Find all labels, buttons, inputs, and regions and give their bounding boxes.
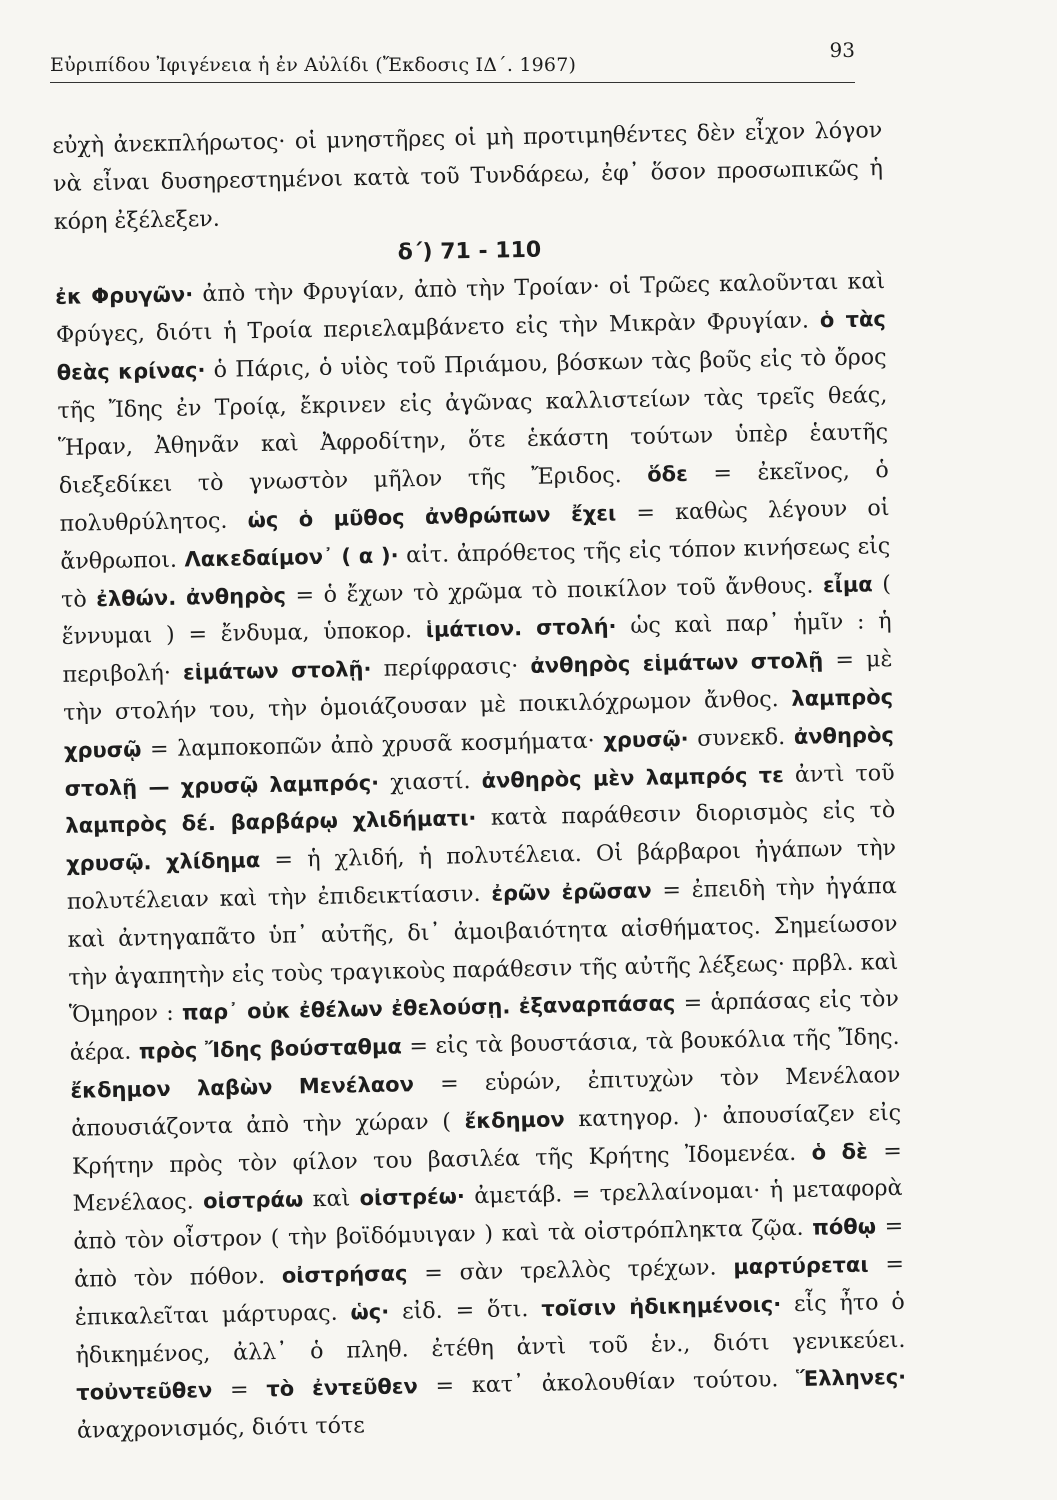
lemma-term: χρυσῷ. χλίδημα (65, 848, 261, 877)
lemma-gloss: περίφρασις· (371, 653, 531, 683)
lemma-term: ὡς ὁ μῦθος ἀνθρώπων ἔχει (247, 501, 617, 533)
lemma-gloss: = λαμποκοπῶν ἀπὸ χρυσᾶ κοσμήματα· (141, 727, 604, 763)
lemma-term: οἰστράω (202, 1187, 304, 1214)
lemma-gloss: ἀπὸ τὴν Φρυγίαν, ἀπὸ τὴν Τροίαν· οἱ Τρῶες καλοῦνται καὶ Φρύγες, διότι ἡ Τροία περιελαμβάνετο εἰς τὴν Μικρὰν Φρυγίαν. (55, 268, 886, 348)
lemma-gloss: = ἐπικαλεῖται μάρτυρας. (74, 1250, 905, 1331)
lemma-gloss: κατηγορ. )· ἀπουσίαζεν εἰς Κρήτην πρὸς τὸν φίλον του βασιλέα τῆς Κρήτης Ἰδομενέα. (71, 1099, 902, 1180)
lemma-term: λαμπρὸς χρυσῷ (63, 684, 894, 763)
lemma-term: ἀνθηρὸς στολῇ — χρυσῷ λαμπρός· (64, 722, 895, 801)
lemma-term: ὁ δὲ (811, 1139, 869, 1165)
lemma-term: ἐλθών. ἀνθηρὸς (96, 583, 287, 611)
lemma-term: ἐκ Φρυγῶν· (55, 282, 194, 310)
lemma-term: λαμπρὸς δέ. βαρβάρῳ χλιδήματι· (65, 806, 477, 839)
lemma-gloss: = ἀπὸ τὸν πόθον. (73, 1212, 904, 1293)
lemma-term: μαρτύρεται (733, 1252, 869, 1280)
lemma-term: ὅδε (647, 462, 689, 487)
lemma-term: πρὸς Ἴδης βούσταθμα (138, 1034, 403, 1064)
lemma-term: χρυσῷ· (603, 726, 689, 753)
lemma-term: Λακεδαίμον᾽ ( α )· (184, 543, 399, 572)
lemma-term: ἐρῶν ἐρῶσαν (491, 878, 652, 906)
lemma-term: ὡς· (350, 1299, 390, 1325)
lemma-term: τοῖσιν ἠδικημένοις· (541, 1291, 782, 1321)
lemma-term: εἱμάτων στολῇ· (182, 657, 372, 685)
lemma-gloss: χιαστί. (378, 767, 482, 796)
lemma-term: παρ᾽ οὐκ ἐθέλων ἐθελούσῃ. ἐξαναρπάσας (181, 991, 676, 1025)
lemma-term: ἱμάτιον. στολή· (425, 614, 617, 643)
lemma-gloss: κατὰ παράθεσιν διορισμὸς εἰς τὸ (476, 797, 896, 832)
lemma-term: εἶμα (822, 571, 873, 597)
lemma-term: τοὐντεῦθεν (76, 1378, 213, 1406)
lemma-gloss: ( ἕννυμαι ) = ἔνδυμα, ὑποκορ. (61, 570, 892, 651)
lemma-gloss: = ἡ χλιδή, ἡ πολυτέλεια. Οἱ βάρβαροι ἠγάπων τὴν πολυτέλειαν καὶ τὴν ἐπιδεικτίασιν. (66, 835, 897, 915)
lemma-gloss: = εὑρών, ἐπιτυχὼν τὸν Μενέλαον ἀπουσιάζοντα ἀπὸ τὴν χώραν ( (70, 1061, 901, 1142)
lemma-gloss: = ἁρπάσας εἰς τὸν ἀέρα. (69, 986, 900, 1066)
lemma-gloss: συνεκδ. (688, 723, 795, 752)
running-header (50, 38, 855, 83)
intro-paragraph: εὐχὴ ἀνεκπλήρωτος· οἱ μνηστῆρες οἱ μὴ προτιμηθέντες δὲν εἶχον λόγον νὰ εἶναι δυσηρεστημένοι κατὰ τοῦ Τυνδάρεω, ἐφ᾽ ὅσον προσωπικῶς ἡ κόρη ἐξέλεξεν. (52, 117, 884, 235)
lemma-term: ἔκδημον λαβὼν Μενέλαον (70, 1072, 415, 1103)
lemma-gloss: αἰτ. ἀπρόθετος τῆς εἰς τόπον κινήσεως εἰς τὸ (60, 532, 891, 613)
lemma-term: οἰστρήσας (281, 1261, 408, 1288)
section-heading: δ΄) 71 - 110 (397, 238, 542, 266)
lemma-gloss: = μὲ τὴν στολήν του, τὴν ὁμοιάζουσαν μὲ ποικιλόχρωμον ἄνθος. (62, 646, 893, 726)
lemma-gloss: = κατ᾽ ἀκολουθίαν τούτου. (417, 1366, 797, 1400)
lemma-gloss: = ἐκεῖνος, ὁ πολυθρύλητος. (59, 457, 889, 537)
commentary-paragraph (55, 263, 907, 1450)
lemma-gloss: = καθὼς λέγουν οἱ ἄνθρωποι. (60, 494, 890, 575)
lemma-term: ἔκδημον (464, 1107, 565, 1133)
lemma-gloss: ὡς καὶ παρ᾽ ἡμῖν : ἡ περιβολή· (62, 608, 892, 689)
lemma-gloss: = Μενέλαος. (72, 1137, 903, 1218)
lemma-term: οἰστρέω· (359, 1184, 466, 1211)
lemma-term: ὁ τὰς θεὰς κρίνας· (56, 307, 887, 385)
lemma-gloss: = εἰς τὰ βουστάσια, τὰ βουκόλια τῆς Ἴδης. (401, 1024, 900, 1060)
lemma-term: τὸ ἐντεῦθεν (266, 1374, 419, 1402)
lemma-gloss: καὶ (302, 1185, 360, 1213)
page-number: 93 (829, 38, 855, 62)
lemma-gloss: ἀμετάβ. = τρελλαίνομαι· ἡ μεταφορὰ ἀπὸ τὸν οἶστρον ( τὴν βοϊδόμυιγαν ) καὶ τὰ οἰστρόπληκτα ζῷα. (73, 1175, 903, 1255)
header-title: Εὐριπίδου Ἰφιγένεια ἡ ἐν Αὐλίδι (Ἔκδοσις ΙΔ΄. 1967) (50, 54, 577, 76)
lemma-gloss: ἀναχρονισμός, διότι τότε (76, 1412, 366, 1444)
lemma-term: ἀνθηρὸς μὲν λαμπρός τε (481, 762, 785, 793)
lemma-term: ἀνθηρὸς εἱμάτων στολῇ (530, 648, 824, 679)
lemma-term: Ἕλληνες· (795, 1365, 907, 1392)
lemma-gloss: εἷς ἦτο ὁ ἠδικημένος, ἀλλ᾽ ὁ πληθ. ἐτέθη ἀντὶ τοῦ ἑν., διότι γενικεύει. (75, 1288, 906, 1369)
lemma-gloss: ὁ Πάρις, ὁ υἱὸς τοῦ Πριάμου, βόσκων τὰς βοῦς εἰς τὸ ὄρος τῆς Ἴδης ἐν Τροίᾳ, ἔκρινεν εἰς ἀγῶνας καλλιστείων τὰς τρεῖς θεάς, Ἥραν, Ἀθηνᾶν καὶ Ἀφροδίτην, ὅτε ἑκάστη τούτων ὑπὲρ ἑαυτῆς διεξεδίκει τὸ γνωστὸν μῆλον τῆς Ἔριδος. (57, 343, 889, 500)
lemma-gloss: ἀντὶ τοῦ (783, 759, 895, 788)
lemma-term: πόθῳ (812, 1214, 877, 1240)
page-body (52, 112, 907, 1451)
lemma-gloss: = ὁ ἔχων τὸ χρῶμα τὸ ποικίλον τοῦ ἄνθους. (285, 571, 824, 609)
lemma-gloss: = σὰν τρελλὸς τρέχων. (407, 1254, 734, 1287)
lemma-gloss: = (212, 1376, 267, 1404)
lemma-gloss: = ἐπειδὴ τὴν ἠγάπα καὶ ἀντηγαπᾶτο ὑπ᾽ αὐτῆς, δι᾽ ἀμοιβαιότητα αἰσθήματος. Σημείωσον τὴν ἀγαπητὴν εἰς τοὺς τραγικοὺς παράθεσιν τῆς αὐτῆς λέξεως· πρβλ. καὶ Ὅμηρον : (67, 872, 899, 1029)
lemma-gloss: εἰδ. = ὅτι. (388, 1295, 542, 1325)
